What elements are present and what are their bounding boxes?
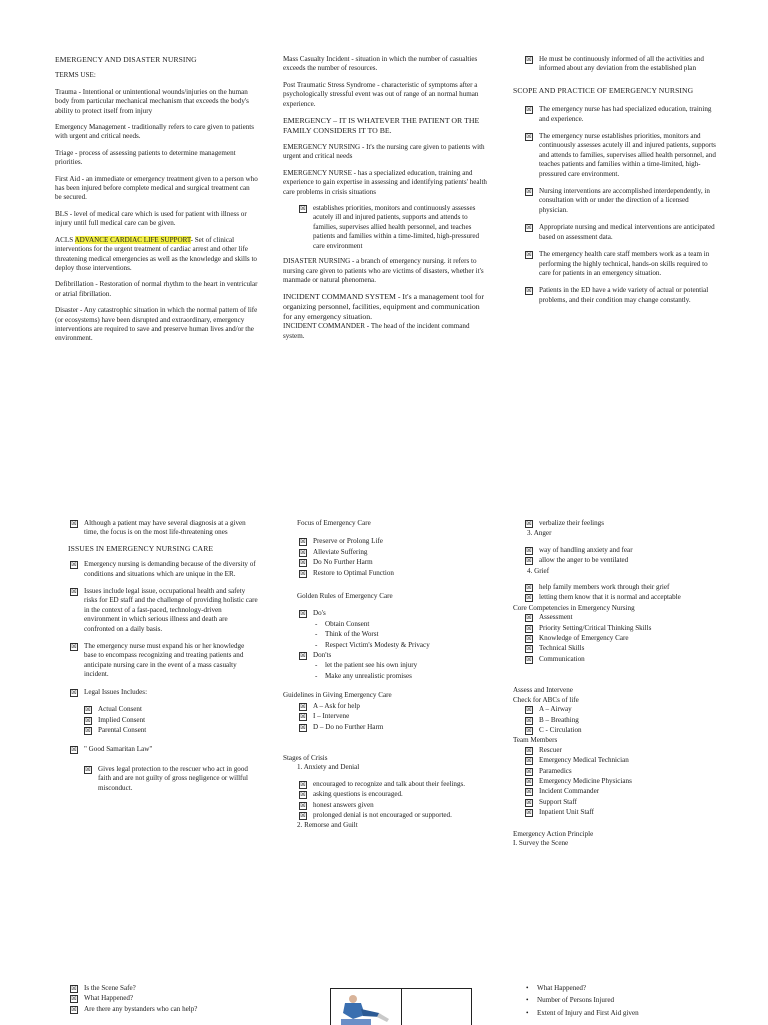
checkbox-icon: ☒ <box>526 252 532 259</box>
term-acls <box>55 236 258 274</box>
checkbox-icon: ☒ <box>526 615 532 622</box>
anger-list <box>523 546 718 566</box>
list-item: • What Happened? <box>523 984 718 993</box>
list-item: ☒ Is the Scene Safe? <box>71 984 136 992</box>
list-item: • Number of Persons Injured <box>523 996 718 1005</box>
list-item: ☒ allow the anger to be ventilated <box>526 556 629 565</box>
checkbox-icon: ☒ <box>526 717 532 724</box>
term-emergency-nursing: EMERGENCY NURSING - It's the nursing care given to patients with urgent and critical needs <box>283 143 485 161</box>
list-item: - Make any unrealistic promises <box>311 672 488 681</box>
term-emergency-nurse: EMERGENCY NURSE - has a specialized education, training and experience to gain expertise in assessing and identifying patients' health care problems in crisis situations <box>283 168 487 196</box>
list-item: ☒ Are there any bystanders who can help? <box>71 1004 198 1013</box>
list-item: ☒ The emergency nurse has had specialized education, training and experience. <box>526 105 712 123</box>
list-item: ☒ Although a patient may have several diagnosis at a given time, the focus is on the most life-threatening ones <box>71 519 246 537</box>
page1-col1 <box>55 55 258 351</box>
list-item: ☒ Priority Setting/Critical Thinking Skills <box>526 623 652 632</box>
core-heading: Core Competencies in Emergency Nursing <box>513 603 635 612</box>
emergency-nurse-bullets <box>283 204 488 251</box>
list-item: ☒ Do's <box>300 609 326 618</box>
checkbox-icon: ☒ <box>526 646 532 653</box>
list-item: ☒ Parental Consent <box>85 725 147 734</box>
focus-heading: Focus of Emergency Care <box>297 519 371 527</box>
checkbox-icon: ☒ <box>526 747 532 754</box>
terms-heading: TERMS USE: <box>55 71 96 80</box>
term-bls: BLS - level of medical care which is used for patient with illness or injury until full medical care can be given. <box>55 209 247 228</box>
list-item: - Obtain Consent <box>311 620 488 629</box>
list-item: ☒ Gives legal protection to the rescuer who act in good faith and are not guilty of gross negligence or willful misconduct. <box>85 764 248 792</box>
scope-list <box>523 105 718 305</box>
term-defibrillation: Defibrillation - Restoration of normal rhythm to the heart in ventricular or atrial fibrillation. <box>55 280 258 298</box>
checkbox-icon: ☒ <box>71 986 77 992</box>
list-item: ☒ Actual Consent <box>85 705 142 714</box>
list-item: - let the patient see his own injury <box>311 661 488 670</box>
person-sitting-illustration <box>331 989 401 1025</box>
donts-list <box>297 651 488 660</box>
checkbox-icon: ☒ <box>526 789 532 796</box>
list-item: ☒ B – Breathing <box>526 715 579 724</box>
guidelines-heading: Guidelines in Giving Emergency Care <box>283 691 392 700</box>
list-item: ☒ letting them know that it is normal and acceptable <box>526 593 681 602</box>
list-item: ☒ establishes priorities, monitors and continuously assesses acutely ill and injured patients, supports and attends to families, supervises allied health personnel, and teaches patients and families within a time-limited, high-pressured care environment <box>300 204 480 250</box>
checkbox-icon: ☒ <box>526 799 532 806</box>
checkbox-icon: ☒ <box>526 225 532 232</box>
consent-list <box>82 705 258 735</box>
checkbox-icon: ☒ <box>300 611 306 618</box>
checkbox-icon: ☒ <box>526 521 532 527</box>
stage-4: 4. Grief <box>527 566 550 575</box>
checkbox-icon: ☒ <box>71 521 77 527</box>
list-item: ☒ Emergency nursing is demanding because of the diversity of conditions and situations which are unique in the ER. <box>71 560 256 578</box>
page2-col2 <box>283 519 488 838</box>
checkbox-icon: ☒ <box>300 560 306 567</box>
list-item: ☒ encouraged to recognize and talk about their feelings. <box>300 779 466 788</box>
checkbox-icon: ☒ <box>71 562 77 569</box>
term-triage: Triage - process of assessing patients to determine management priorities. <box>55 148 236 167</box>
report-list <box>523 984 718 1018</box>
checkbox-icon: ☒ <box>526 758 532 765</box>
checkbox-icon: ☒ <box>71 689 77 696</box>
term-disaster-nursing: DISASTER NURSING - a branch of emergency nursing. it refers to nursing care given to patients who are victims of disasters, whether it's manmade or natural phenomena. <box>283 257 484 284</box>
checkbox-icon: ☒ <box>526 636 532 643</box>
checkbox-icon: ☒ <box>526 727 532 734</box>
list-item: ☒ A – Airway <box>526 705 572 714</box>
list-item: ☒ Preserve or Prolong Life <box>300 537 383 546</box>
checkbox-icon: ☒ <box>85 707 91 714</box>
although-list <box>68 519 258 538</box>
doc-title: EMERGENCY AND DISASTER NURSING <box>55 55 197 64</box>
list-item: ☒ Emergency Medical Technician <box>526 756 629 765</box>
list-item: ☒ Do No Further Harm <box>300 558 373 567</box>
checkbox-icon: ☒ <box>71 747 77 754</box>
list-item: ☒ Restore to Optimal Function <box>300 568 394 577</box>
page2-col3 <box>513 519 718 855</box>
acls-highlight: ADVANCE CARDIAC LIFE SUPPORT <box>74 235 191 244</box>
checkbox-icon: ☒ <box>300 792 306 799</box>
list-item: ☒ D – Do no Further Harm <box>300 722 384 731</box>
issues-heading: ISSUES IN EMERGENCY NURSING CARE <box>68 543 214 553</box>
check-heading: Check for ABCs of life <box>513 695 579 704</box>
page3-col3 <box>513 984 718 1024</box>
stage-2: 2. Remorse and Guilt <box>297 821 358 830</box>
term-mass-casualty: Mass Casualty Incident - situation in which the number of casualties exceeds the number of resources. <box>283 55 478 73</box>
list-item: ☒ Knowledge of Emergency Care <box>526 634 629 643</box>
gives-list <box>82 765 258 793</box>
checkbox-icon: ☒ <box>526 189 532 196</box>
verbalize-list <box>523 519 718 528</box>
checkbox-icon: ☒ <box>300 781 306 788</box>
stages-heading: Stages of Crisis <box>283 753 328 762</box>
term-first-aid: First Aid - an immediate or emergency treatment given to a person who has been injured before complete medical and surgical treatment can be secured. <box>55 174 258 202</box>
checkbox-icon: ☒ <box>300 802 306 809</box>
abc-list <box>523 705 718 735</box>
checkbox-icon: ☒ <box>300 653 306 660</box>
list-item: ☒ Inpatient Unit Staff <box>526 808 595 817</box>
grief-list <box>523 583 718 603</box>
list-item: ☒ " Good Samaritan Law" <box>71 745 153 754</box>
checkbox-icon: ☒ <box>526 778 532 785</box>
list-item: ☒ Technical Skills <box>526 644 585 653</box>
team-heading: Team Members <box>513 736 558 745</box>
figure-divider <box>401 989 402 1025</box>
checkbox-icon: ☒ <box>526 547 532 554</box>
guidelines-list <box>297 702 488 732</box>
list-item: ☒ Assessment <box>526 613 573 622</box>
stage-1: 1. Anxiety and Denial <box>297 763 360 772</box>
core-list <box>523 613 718 664</box>
checkbox-icon: ☒ <box>526 625 532 632</box>
checkbox-icon: ☒ <box>85 717 91 724</box>
eap-heading: Emergency Action Principle <box>513 829 594 838</box>
scene-list <box>68 984 258 1014</box>
list-item: ☒ I – Intervene <box>300 712 350 721</box>
checkbox-icon: ☒ <box>300 539 306 546</box>
list-item: ☒ Issues include legal issue, occupational health and safety risks for ED staff and the challenge of providing holistic care in the context of a fast-paced, technology-driven environment in which serious illness and death are confronted on a daily basis. <box>71 587 258 633</box>
checkbox-icon: ☒ <box>300 549 306 556</box>
checkbox-icon: ☒ <box>526 558 532 565</box>
dos-list <box>297 609 488 618</box>
focus-list <box>297 537 488 578</box>
checkbox-icon: ☒ <box>85 727 91 734</box>
list-item: ☒ Legal Issues Includes: <box>71 687 148 696</box>
list-item: ☒ Rescuer <box>526 745 562 754</box>
term-trauma: Trauma - Intentional or unintentional wounds/injuries on the human body from particular mechanical mechanism that exceeds the body's ability to protect itself from injury <box>55 87 249 115</box>
golden-rules-heading: Golden Rules of Emergency Care <box>297 592 393 601</box>
checkbox-icon: ☒ <box>300 206 306 213</box>
assess-heading: Assess and Intervene <box>513 686 573 695</box>
scope-heading: SCOPE AND PRACTICE OF EMERGENCY NURSING <box>513 85 694 95</box>
checkbox-icon: ☒ <box>526 810 532 817</box>
page1-col2 <box>283 55 488 348</box>
list-item: ☒ C - Circulation <box>526 725 582 734</box>
list-item: ☒ Emergency Medicine Physicians <box>526 776 632 785</box>
list-item: ☒ verbalize their feelings <box>526 519 604 527</box>
list-item: ☒ help family members work through their grief <box>526 583 670 592</box>
list-item: ☒ He must be continuously informed of all the activities and informed about any deviation from the established plan <box>526 55 704 73</box>
checkbox-icon: ☒ <box>71 996 77 1003</box>
checkbox-icon: ☒ <box>85 766 91 773</box>
survey-scene: I. Survey the Scene <box>513 838 569 847</box>
checkbox-icon: ☒ <box>300 570 306 577</box>
checkbox-icon: ☒ <box>526 707 532 714</box>
good-samaritan-list <box>68 745 258 754</box>
dos-items <box>311 620 488 650</box>
acls-abbrev: ACLS <box>55 235 74 244</box>
list-item: ☒ Patients in the ED have a wide variety of actual or potential problems, and their condition may change constantly. <box>526 286 709 304</box>
stage-3: 3. Anger <box>527 529 552 538</box>
list-item: - Think of the Worst <box>311 630 488 639</box>
term-disaster: Disaster - Any catastrophic situation in which the normal pattern of life (or ecosystems) have been disrupted and extraordinary, emergency interventions are required to save and preserve human lives and/or the environment. <box>55 306 258 343</box>
list-item: ☒ Incident Commander <box>526 787 600 796</box>
checkbox-icon: ☒ <box>300 724 306 731</box>
checkbox-icon: ☒ <box>300 812 306 819</box>
list-item: ☒ The emergency health care staff members work as a team in performing the highly technical, hands-on skills required to care for patients in an emergency situation. <box>526 250 710 277</box>
checkbox-icon: ☒ <box>71 589 77 596</box>
term-ptsd: Post Traumatic Stress Syndrome - characteristic of symptoms after a psychologically stressful event was out of range of an normal human experience. <box>283 80 479 108</box>
acls-definition: - Set of clinical interventions for the urgent treatment of cardiac arrest and other life threatening medical emergencies as well as the knowledge and skills to deploy those interventions. <box>55 235 257 272</box>
list-item: ☒ asking questions is encouraged. <box>300 790 403 799</box>
checkbox-icon: ☒ <box>71 1006 77 1013</box>
emergency-definition: EMERGENCY – IT IS WHATEVER THE PATIENT OR THE FAMILY CONSIDERS IT TO BE. <box>283 116 480 136</box>
checkbox-icon: ☒ <box>526 288 532 295</box>
donts-items <box>311 661 488 681</box>
list-item: ☒ The emergency nurse must expand his or her knowledge base to encompass recognizing and treating patients and anticipate nursing care in the event of a mass casualty incident. <box>71 642 245 679</box>
list-item: ☒ prolonged denial is not encouraged or supported. <box>300 810 452 819</box>
checkbox-icon: ☒ <box>300 703 306 710</box>
list-item: ☒ Support Staff <box>526 797 577 806</box>
checkbox-icon: ☒ <box>526 134 532 141</box>
page2-col1 <box>68 519 258 799</box>
term-incident-commander: INCIDENT COMMANDER - The head of the incident command system. <box>283 322 470 340</box>
list-item: ☒ Alleviate Suffering <box>300 547 368 556</box>
list-item: ☒ honest answers given <box>300 800 374 809</box>
list-item: ☒ A – Ask for help <box>300 701 360 710</box>
page3-col1 <box>68 984 258 1020</box>
team-list <box>523 746 718 818</box>
list-item: ☒ What Happened? <box>71 994 134 1003</box>
list-item: ☒ Don'ts <box>300 651 332 660</box>
list-item: ☒ Nursing interventions are accomplished interdependently, in consultation with or under the direction of a licensed physician. <box>526 187 710 214</box>
stage1-list <box>297 780 488 821</box>
issues-list <box>68 560 258 697</box>
list-item: ☒ Appropriate nursing and medical interventions are anticipated based on assessment data. <box>526 223 715 241</box>
figure-image <box>330 988 472 1025</box>
list-item: - Respect Victim's Modesty & Privacy <box>311 641 488 650</box>
checkbox-icon: ☒ <box>526 57 532 63</box>
continuation-list <box>513 55 718 74</box>
list-item: ☒ Implied Consent <box>85 715 146 724</box>
list-item: • Extent of Injury and First Aid given <box>523 1009 718 1018</box>
list-item: ☒ Communication <box>526 654 585 663</box>
list-item: ☒ way of handling anxiety and fear <box>526 545 633 554</box>
checkbox-icon: ☒ <box>526 768 532 775</box>
list-item: ☒ The emergency nurse establishes priorities, monitors and continuously assesses acutely ill and injured patients, supports and attends to families, supervises allied health personnel, and teaches patients and families within a time-limited, high-pressured care environment. <box>526 132 716 178</box>
term-ics: INCIDENT COMMAND SYSTEM - It's a management tool for organizing personnel, facilities, equipment and communication for any emergency situation. <box>283 292 484 322</box>
checkbox-icon: ☒ <box>300 714 306 721</box>
checkbox-icon: ☒ <box>71 644 77 651</box>
list-item: ☒ Paramedics <box>526 766 572 775</box>
checkbox-icon: ☒ <box>526 656 532 663</box>
checkbox-icon: ☒ <box>526 107 532 114</box>
checkbox-icon: ☒ <box>526 585 532 592</box>
page1-col3 <box>513 55 718 311</box>
checkbox-icon: ☒ <box>526 595 532 602</box>
term-emergency-management: Emergency Management - traditionally refers to care given to patients with urgent and critical needs. <box>55 123 255 141</box>
